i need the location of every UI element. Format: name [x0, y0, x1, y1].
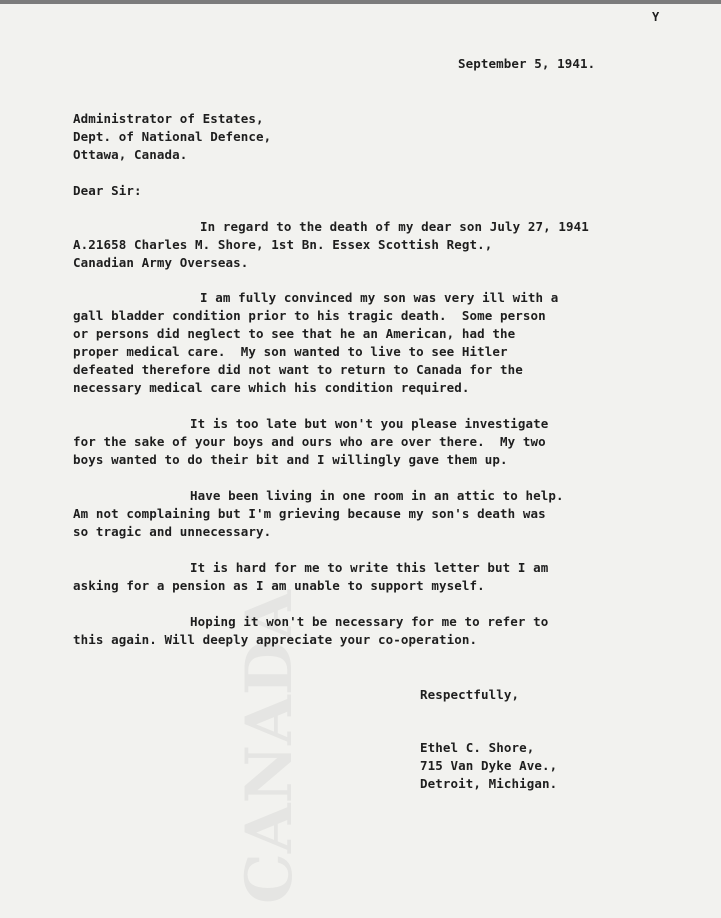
letter-page — [0, 4, 721, 918]
addressee-line: Ottawa, Canada. — [73, 147, 188, 162]
body-line: boys wanted to do their bit and I willingly gave them up. — [73, 452, 508, 467]
body-line: Hoping it won't be necessary for me to refer to — [190, 614, 549, 629]
addressee-line: Administrator of Estates, — [73, 111, 264, 126]
body-line: defeated therefore did not want to return to Canada for the — [73, 362, 523, 377]
signature-line: 715 Van Dyke Ave., — [420, 758, 558, 773]
body-line: necessary medical care which his condition required. — [73, 380, 470, 395]
body-line: or persons did neglect to see that he an American, had the — [73, 326, 516, 341]
body-line: for the sake of your boys and ours who are over there. My two — [73, 434, 546, 449]
watermark: CANADA — [232, 590, 307, 904]
signature-line: Detroit, Michigan. — [420, 776, 558, 791]
body-line: so tragic and unnecessary. — [73, 524, 272, 539]
body-line: proper medical care. My son wanted to live to see Hitler — [73, 344, 508, 359]
body-line: asking for a pension as I am unable to support myself. — [73, 578, 485, 593]
addressee-line: Dept. of National Defence, — [73, 129, 272, 144]
body-line: gall bladder condition prior to his tragic death. Some person — [73, 308, 546, 323]
body-line: this again. Will deeply appreciate your co-operation. — [73, 632, 478, 647]
body-line: Canadian Army Overseas. — [73, 255, 249, 270]
body-line: I am fully convinced my son was very ill with a — [200, 290, 559, 305]
corner-mark: Y — [652, 10, 660, 24]
body-line: In regard to the death of my dear son July 27, 1941 — [200, 219, 589, 234]
signature-line: Ethel C. Shore, — [420, 740, 535, 755]
letter-date: September 5, 1941. — [458, 56, 596, 71]
body-line: It is too late but won't you please investigate — [190, 416, 549, 431]
closing: Respectfully, — [420, 687, 520, 702]
body-line: A.21658 Charles M. Shore, 1st Bn. Essex Scottish Regt., — [73, 237, 493, 252]
body-line: Have been living in one room in an attic to help. — [190, 488, 564, 503]
body-line: Am not complaining but I'm grieving because my son's death was — [73, 506, 546, 521]
salutation: Dear Sir: — [73, 183, 142, 198]
body-line: It is hard for me to write this letter but I am — [190, 560, 549, 575]
